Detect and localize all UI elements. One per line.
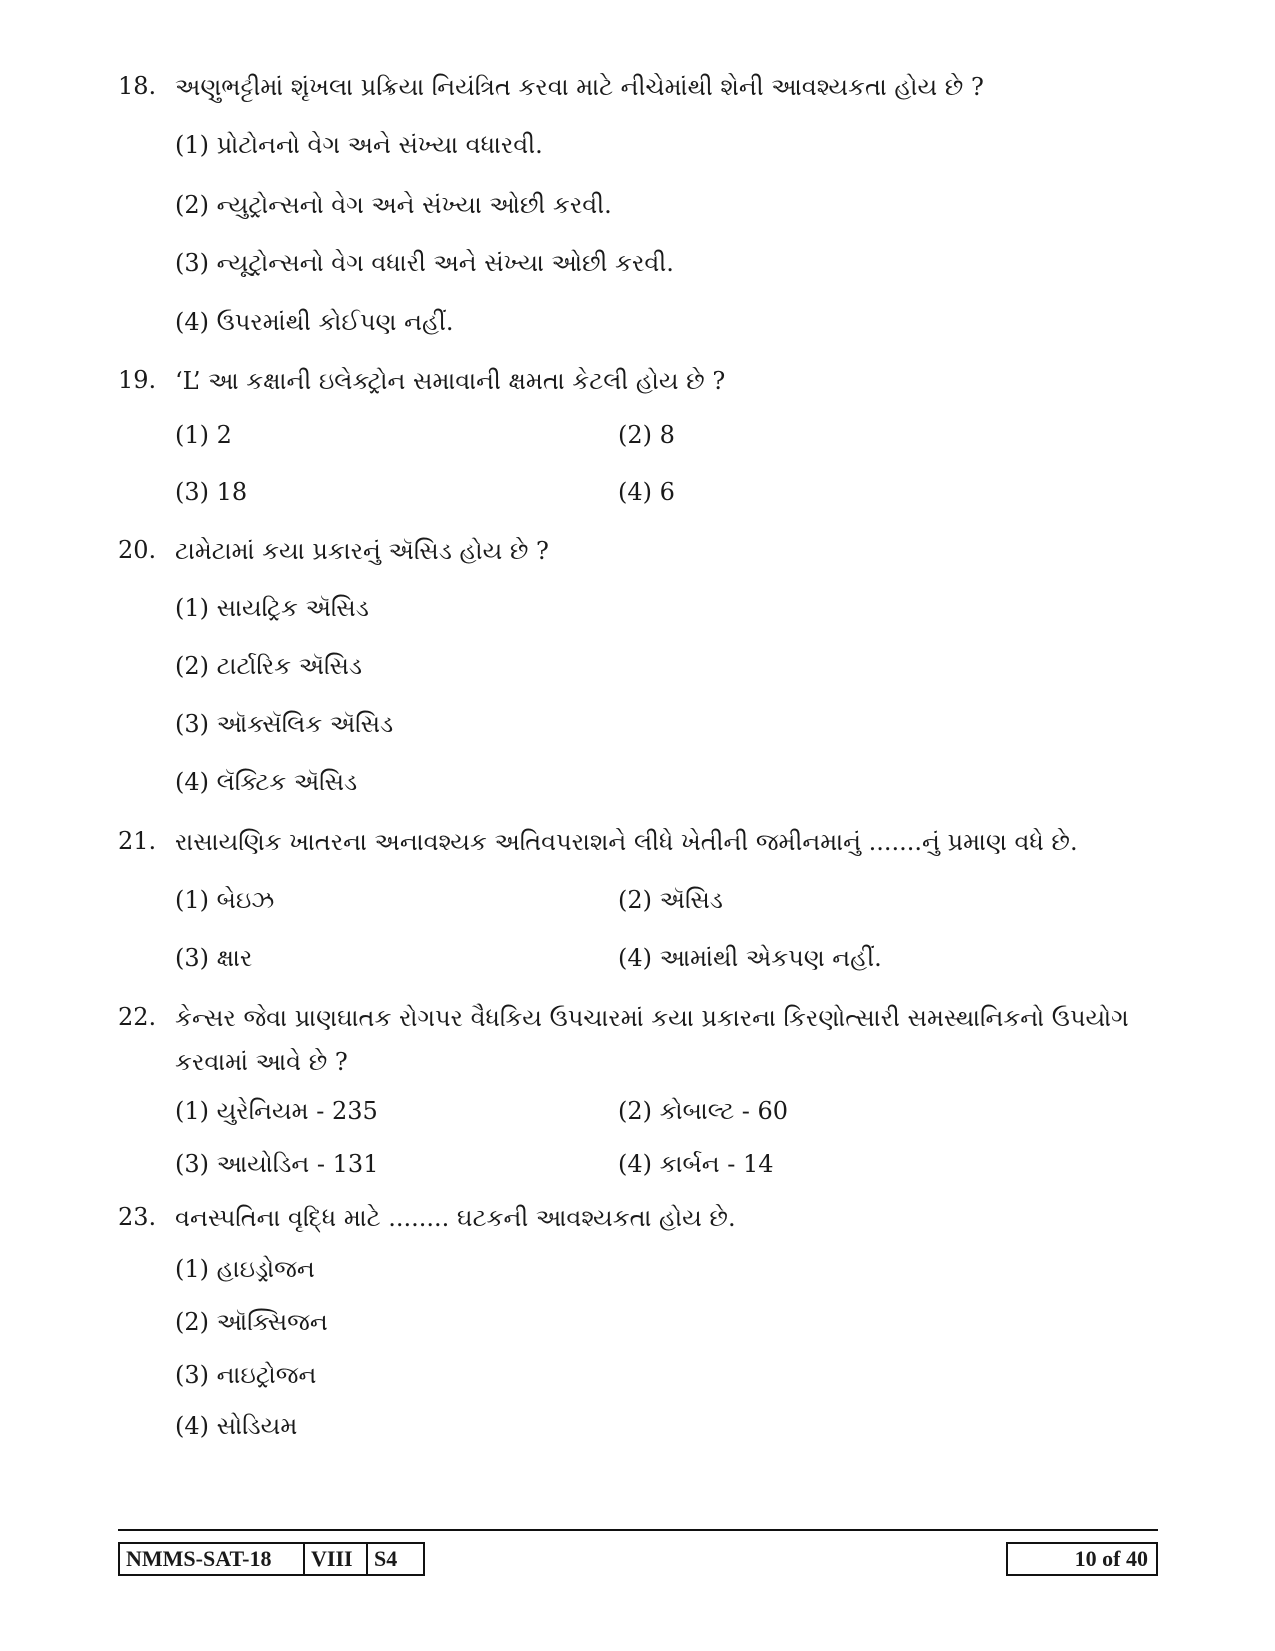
question-text: વનસ્પતિના વૃદ્ધિ માટે ........ ઘટકની આવશ્યકતા હોય છે. [175,1204,736,1232]
option-3: (3) ઑક્સૅલિક ઍસિડ [175,710,394,738]
footer-standard: VIII [303,1544,366,1574]
option-4: (4) 6 [618,478,675,506]
option-3: (3) આયોડિન - 131 [175,1150,379,1178]
question-number: 19. [118,366,157,394]
footer-exam-code: NMMS-SAT-18 [126,1546,272,1571]
option-2: (2) 8 [618,421,675,449]
option-4: (4) આમાંથી એકપણ નહીં. [618,944,882,972]
question-number: 20. [118,536,157,564]
option-3: (3) નાઇટ્રોજન [175,1361,317,1389]
footer-divider [118,1529,1158,1531]
option-1: (1) સાયટ્રિક ઍસિડ [175,594,369,622]
question-text: કેન્સર જેવા પ્રાણઘાતક રોગપર વૈધકિય ઉપચારમાં કયા પ્રકારના કિરણોત્સારી સમસ્થાનિકનો ઉપયોગ કરવામાં આવે છે ? [175,1004,1129,1076]
option-1: (1) હાઇડ્રોજન [175,1255,315,1283]
question-text: રાસાયણિક ખાતરના અનાવશ્યક અતિવપરાશને લીધે ખેતીની જમીનમાનું .......નું પ્રમાણ વધે છે. [175,828,1078,856]
question-number: 21. [118,827,157,855]
option-1: (1) યુરેનિયમ - 235 [175,1097,378,1125]
option-2: (2) ન્યુટ્રોન્સનો વેગ અને સંખ્યા ઓછી કરવી. [175,191,612,219]
option-1: (1) બેઇઝ [175,886,275,914]
footer-code-box [118,1542,425,1576]
option-2: (2) ટાર્ટારિક ઍસિડ [175,652,363,680]
option-2: (2) કોબાલ્ટ - 60 [618,1097,789,1125]
question-number: 22. [118,1003,157,1031]
question-number: 18. [118,72,157,100]
option-1: (1) પ્રોટોનનો વેગ અને સંખ્યા વધારવી. [175,131,543,159]
page-number: 10 of 40 [1006,1542,1158,1576]
option-2: (2) ઍસિડ [618,886,723,914]
question-text: અણુભટ્ટીમાં શૃંખલા પ્રક્રિયા નિયંત્રિત કરવા માટે નીચેમાંથી શેની આવશ્યકતા હોય છે ? [175,73,984,101]
question-text: ટામેટામાં કયા પ્રકારનું ઍસિડ હોય છે ? [175,537,549,565]
option-1: (1) 2 [175,421,232,449]
question-text: ‘L’ આ કક્ષાની ઇલેક્ટ્રોન સમાવાની ક્ષમતા કેટલી હોય છે ? [175,367,726,395]
option-4: (4) લૅક્ટિક ઍસિડ [175,768,358,796]
option-4: (4) સોડિયમ [175,1412,298,1440]
question-number: 23. [118,1203,157,1231]
footer-set: S4 [366,1544,423,1574]
option-3: (3) ન્યૂટ્રોન્સનો વેગ વધારી અને સંખ્યા ઓછી કરવી. [175,249,674,277]
option-4: (4) ઉપરમાંથી કોઈપણ નહીં. [175,308,454,336]
option-3: (3) ક્ષાર [175,944,253,972]
option-3: (3) 18 [175,478,248,506]
option-4: (4) કાર્બન - 14 [618,1150,774,1178]
option-2: (2) ઑક્સિજન [175,1308,328,1336]
